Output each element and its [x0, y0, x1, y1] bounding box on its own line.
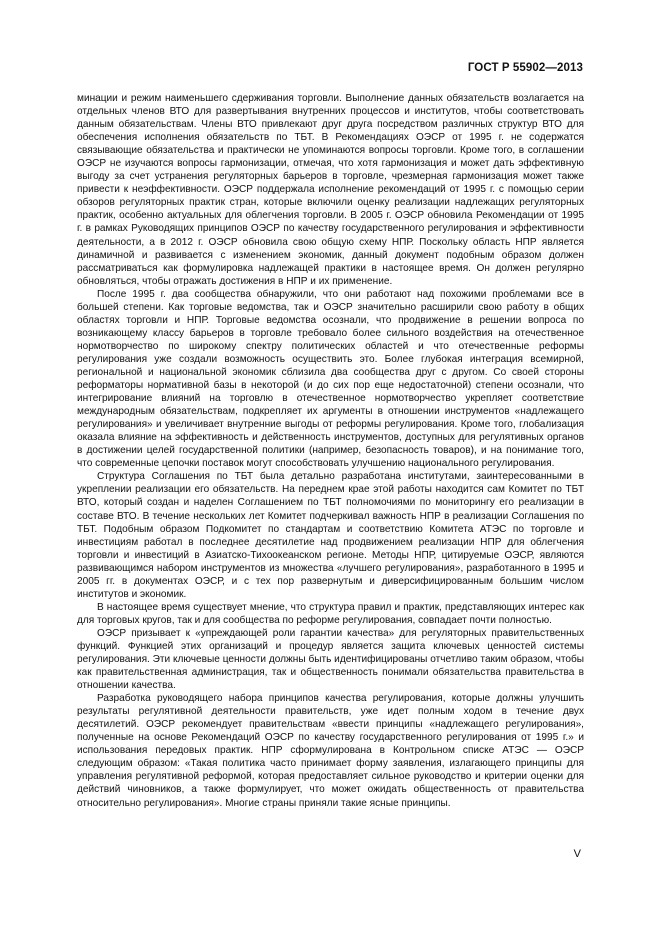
- paragraph-quality-principles: Разработка руководящего набора принципов качества регулирования, которые должны улучшить результаты регулятивной деятельности правительств, уже идет полным ходом в течение двух десятилетий. ОЭСР рекомендует правительствам «ввести принципы «надлежащего регулирования», полученные на основе Рекомендаций ОЭСР по качеству государственного регулирования от 1995 г.» и использования передовых практик. НПР сформулирована в Контрольном списке АТЭС — ОЭСР следующим образом: «Такая политика часто принимает форму заявления, излагающего принципы для управления регулятивной реформой, которая предоставляет сильное руководство и критерии оценки для действий чиновников, а также формулирует, что может ожидать общественность от правительства относительно регулирования». Многие страны приняли такие ясные принципы.: [77, 693, 584, 809]
- paragraph-tbt-structure: Структура Соглашения по ТБТ была детально разработана институтами, заинтересованными в укреплении реализации его обязательств. На переднем крае этой работы находится сам Комитет по ТБТ ВТО, который создан и наделен Соглашением по ТБТ полномочиями по мониторингу его реализации в составе ВТО. В течение нескольких лет Комитет подчеркивал важность НПР в реализации Соглашения по ТБТ. Подобным образом Подкомитет по стандартам и соответствию Комитета АТЭС по торговле и инвестициям работал в последнее десятилетие над продвижением реализации НПР для облегчения торговли и инвестиций в Азиатско-Тихоокеанском регионе. Методы НПР, цитируемые ОЭСР, являются развивающимся набором инструментов из множества «лучшего регулирования», разработанного в 1995 и 2005 гг. в документах ОЭСР, и с тех пор развернутым и диверсифицированным большим числом институтов и экономик.: [77, 471, 584, 600]
- body-text: [77, 92, 584, 810]
- page-number: V: [573, 848, 581, 860]
- paragraph-quality-assurance: ОЭСР призывает к «упреждающей роли гарантии качества» для регуляторных правительственных функций. Функцией этих организаций и процедур является защита ключевых ценностей системы регулирования. Эти ключевые ценности должны быть идентифицированы отчетливо таким образом, чтобы как правительственная администрация, так и общественность понимали обязательства правительства в отношении качества.: [77, 627, 584, 692]
- paragraph-trade-communities: После 1995 г. два сообщества обнаружили, что они работают над похожими проблемами все в большей степени. Как торговые ведомства, так и ОЭСР значительно расширили свою работу в общих областях торговли и НПР. Торговые ведомства осознали, что продвижение в решении вопроса по возникающему классу барьеров в торговле требовало более сильного воздействия на отечественное нормотворчество по широкому спектру политических областей и что отечественные реформы регулирования уже создали возможность осуществить это. Более глубокая интеграция всемирной, региональной и национальной экономик сблизила два сообщества друг с другом. Со своей стороны реформаторы нормативной базы в некоторой (и до сих пор еще недостаточной) степени осознали, что интегрирование влияний на торговлю в отечественное нормотворчество укрепляет соответствие международным обязательствам, подкрепляет их аргументы в отношении инструментов «надлежащего регулирования» и увеличивает внутренние выгоды от реформы регулирования. Кроме того, глобализация оказала влияние на эффективность и действенность инструментов, доступных для регулятивных органов в достижении целей государственной политики (например, безопасность товаров), и на понимание того, что современные цепочки поставок могут способствовать улучшению национального регулирования.: [77, 288, 584, 470]
- paragraph-continuation: минации и режим наименьшего сдерживания торговли. Выполнение данных обязательств возлагается на отдельных членов ВТО для развертывания внутренних процессов и институтов, чтобы соответствовать данным обязательствам. Члены ВТО привлекают друг друга посредством различных структур ВТО для обеспечения исполнения обязательств по ТБТ. В Рекомендациях ОЭСР от 1995 г. не содержатся связывающие обязательства и практически не упоминаются вопросы торговли. Кроме того, в соглашении ОЭСР не изучаются вопросы гармонизации, отмечая, что хотя гармонизация и может дать эффективную выгоду за счет устранения регуляторных барьеров в торговле, чрезмерная гармонизация может также привести к неэффективности. ОЭСР поддержала исполнение рекомендаций от 1995 г. с помощью серии обзоров регуляторных практик стран, которые включили оценку реализации надлежащих регуляторных практик, особенно актуальных для облегчения торговли. В 2005 г. ОЭСР обновила Рекомендации от 1995 г. в рамках Руководящих принципов ОЭСР по качеству государственного регулирования и эффективности деятельности, а в 2012 г. ОЭСР обновила свою общую схему НПР. Поскольку область НПР является динамичной и развивается с изменением экономик, данный документ подобным образом должен рассматриваться как формулировка надлежащей практики в настоящее время. Он должен регулярно обновляться, чтобы отражать достижения в НПР и их применение.: [77, 93, 584, 287]
- standard-id-header: ГОСТ Р 55902—2013: [467, 62, 583, 74]
- paragraph-current-view: В настоящее время существует мнение, что структура правил и практик, представляющих интерес как для торговых кругов, так и для сообщества по реформе регулирования, совпадает почти полностью.: [77, 601, 584, 626]
